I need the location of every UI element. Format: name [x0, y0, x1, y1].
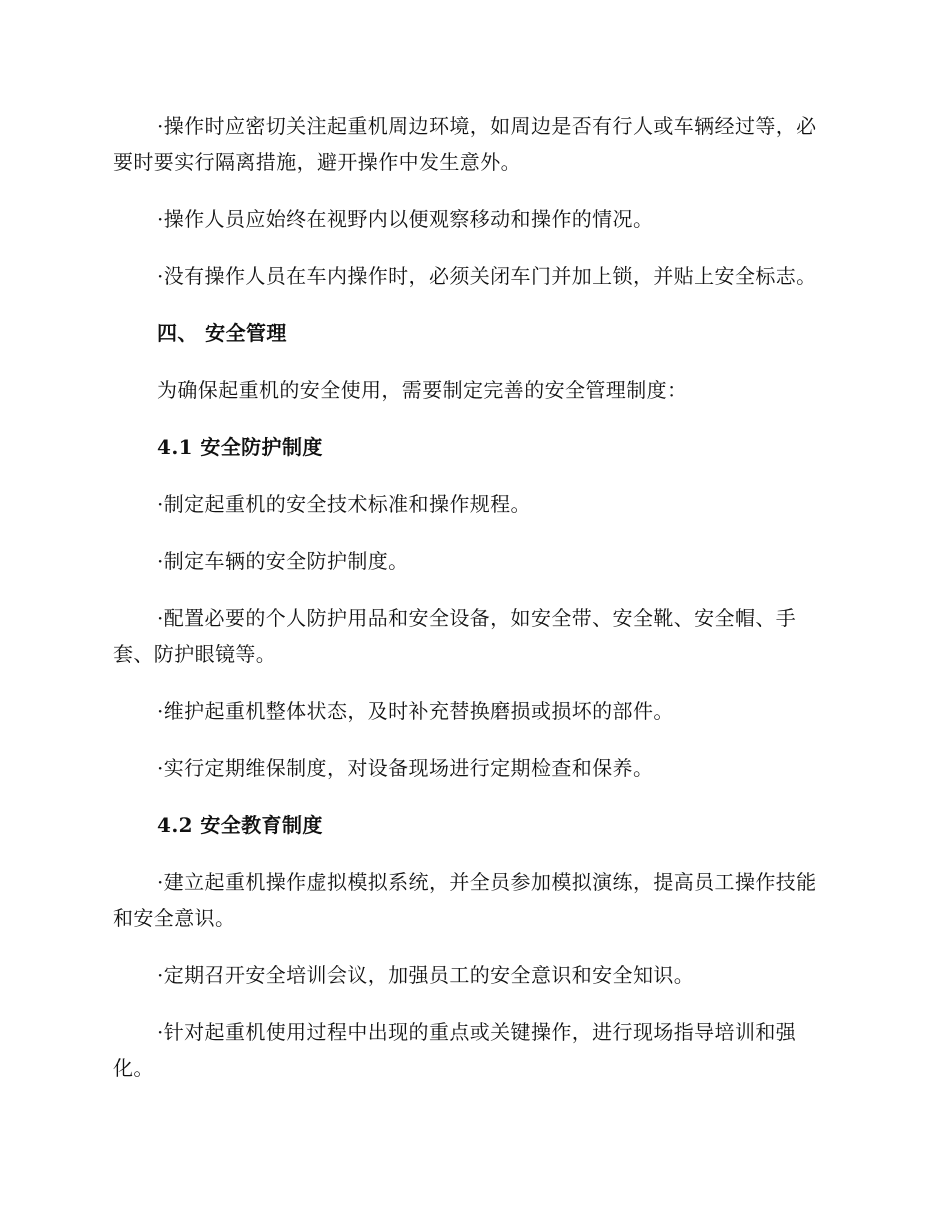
subsection-heading-education: 4.2 安全教育制度	[157, 813, 323, 837]
list-item: ·建立起重机操作虚拟模拟系统，并全员参加模拟演练，提高员工操作技能和安全意识。	[113, 870, 817, 930]
subsection-heading-protection: 4.1 安全防护制度	[157, 435, 323, 459]
paragraph-visibility: ·操作人员应始终在视野内以便观察移动和操作的情况。	[157, 207, 654, 231]
list-item: ·制定车辆的安全防护制度。	[157, 549, 409, 573]
paragraph-surroundings: ·操作时应密切关注起重机周边环境，如周边是否有行人或车辆经过等，必要时要实行隔离措施，避开操作中发生意外。	[113, 114, 817, 174]
list-item: ·配置必要的个人防护用品和安全设备，如安全带、安全靴、安全帽、手套、防护眼镜等。	[113, 606, 797, 666]
list-item: ·针对起重机使用过程中出现的重点或关键操作，进行现场指导培训和强化。	[113, 1020, 797, 1080]
document-body	[113, 108, 825, 1107]
section-heading-safety-management: 四、 安全管理	[157, 321, 287, 345]
paragraph-door-lock: ·没有操作人员在车内操作时，必须关闭车门并加上锁，并贴上安全标志。	[157, 264, 817, 288]
list-item: ·实行定期维保制度，对设备现场进行定期检查和保养。	[157, 756, 654, 780]
list-item: ·定期召开安全培训会议，加强员工的安全意识和安全知识。	[157, 963, 695, 987]
list-item: ·制定起重机的安全技术标准和操作规程。	[157, 492, 531, 516]
list-item: ·维护起重机整体状态，及时补充替换磨损或损坏的部件。	[157, 699, 674, 723]
section-intro: 为确保起重机的安全使用，需要制定完善的安全管理制度：	[157, 378, 688, 402]
